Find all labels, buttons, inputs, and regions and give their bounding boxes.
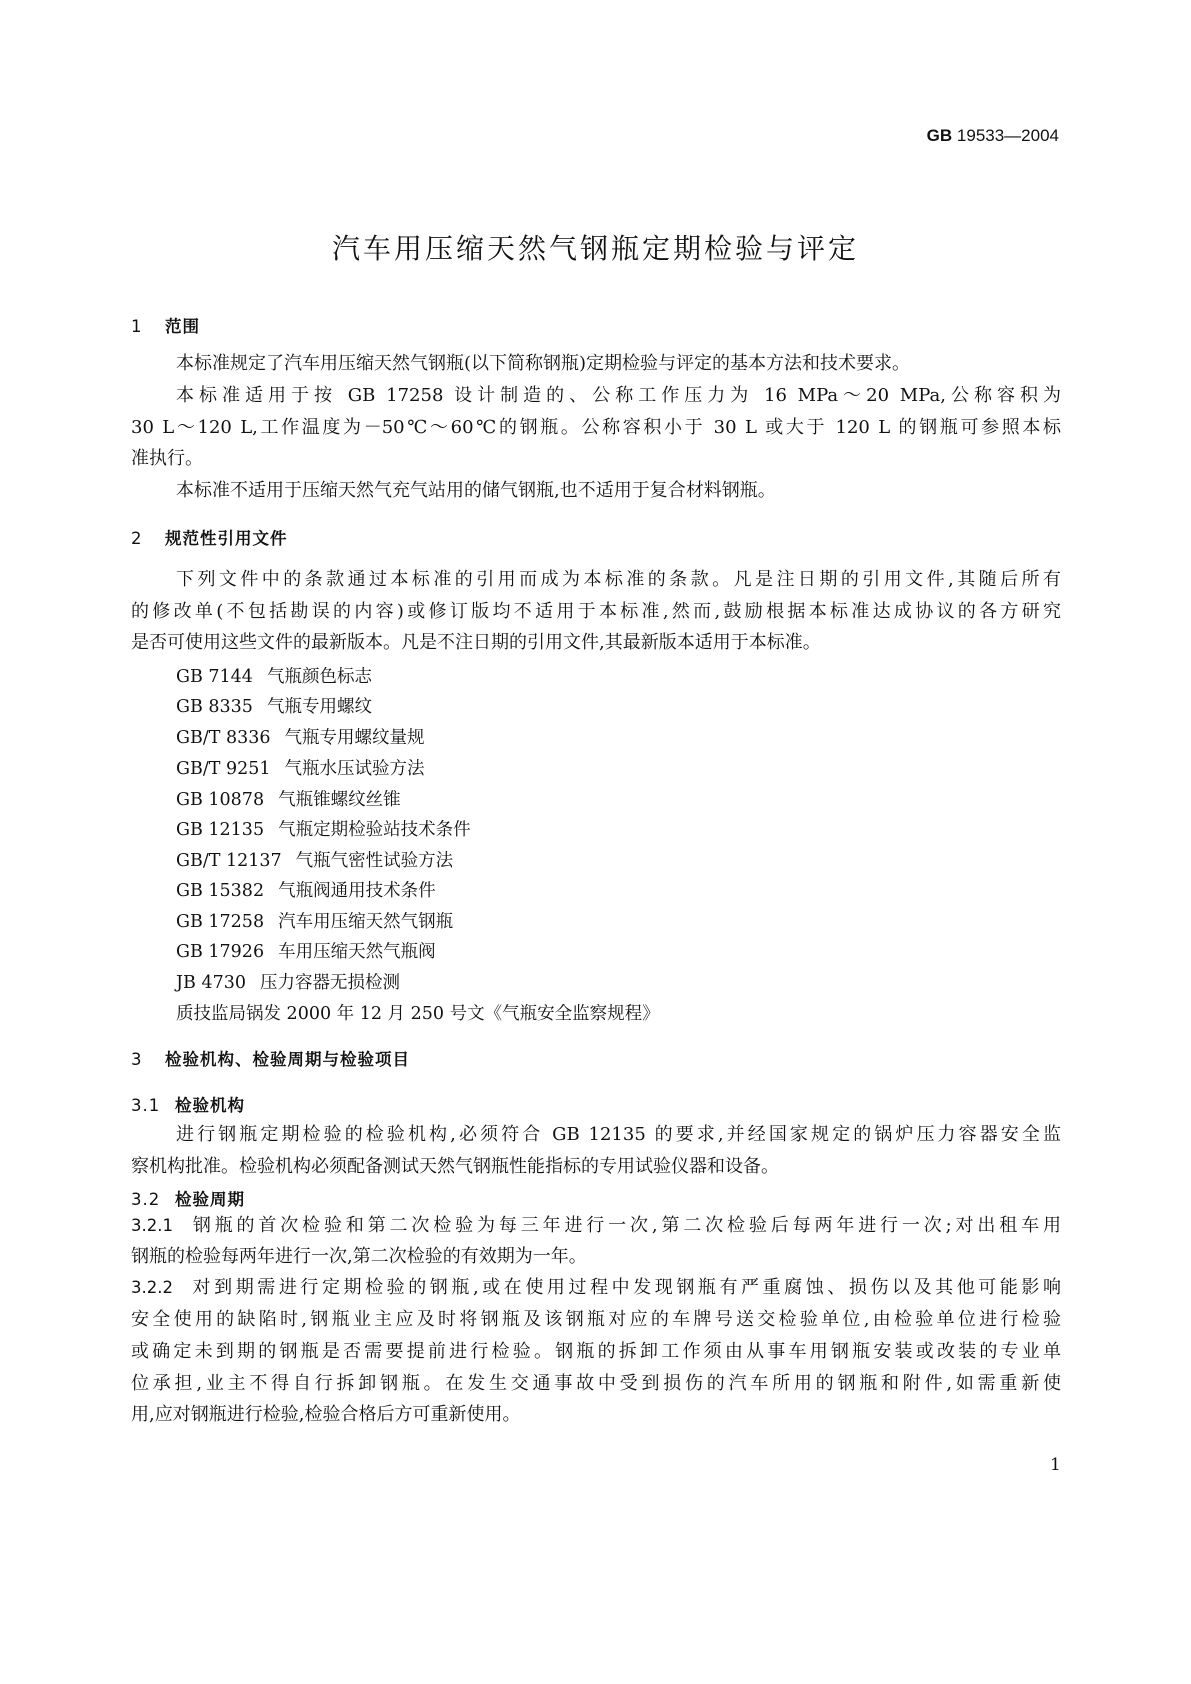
reference-code: GB 7144 — [176, 667, 253, 687]
paragraph-line: 的修改单(不包括勘误的内容)或修订版均不适用于本标准,然而,鼓励根据本标准达成协议的各方研究 — [131, 601, 1061, 622]
reference-item — [176, 663, 372, 688]
reference-name: 压力容器无损检测 — [259, 973, 400, 993]
section-2-number: 2 — [131, 529, 143, 548]
reference-code: GB/T 8336 — [176, 728, 271, 748]
reference-name: 车用压缩天然气瓶阀 — [278, 942, 436, 962]
paragraph-line: 是否可使用这些文件的最新版本。凡是不注日期的引用文件,其最新版本适用于本标准。 — [131, 632, 821, 653]
reference-code: GB 8335 — [176, 697, 253, 717]
reference-name: 气瓶气密性试验方法 — [295, 851, 454, 871]
section-1-title: 范围 — [165, 317, 200, 336]
standard-number: 19533—2004 — [956, 126, 1059, 145]
reference-code: GB 17926 — [176, 942, 265, 962]
paragraph-line: 30 L～120 L,工作温度为－50℃～60℃的钢瓶。公称容积小于 30 L 或大于 120 L 的钢瓶可参照本标 — [131, 417, 1061, 438]
section-3-heading — [131, 1046, 410, 1070]
reference-name: 气瓶水压试验方法 — [284, 759, 425, 779]
paragraph-line: 本标准规定了汽车用压缩天然气钢瓶(以下简称钢瓶)定期检验与评定的基本方法和技术要求。 — [176, 353, 911, 374]
reference-name: 气瓶专用螺纹 — [266, 697, 372, 717]
clause-3-2-2-first-line — [131, 1271, 1061, 1304]
reference-code: GB 10878 — [176, 790, 265, 810]
paragraph-line: 察机构批准。检验机构必须配备测试天然气钢瓶性能指标的专用试验仪器和设备。 — [131, 1156, 779, 1177]
section-1-heading — [131, 313, 200, 337]
reference-item — [176, 724, 425, 749]
clause-3-2-2-text: 对到期需进行定期检验的钢瓶,或在使用过程中发现钢瓶有严重腐蚀、损伤以及其他可能影响 — [188, 1277, 1061, 1298]
document-title: 汽车用压缩天然气钢瓶定期检验与评定 — [331, 232, 859, 265]
reference-item — [176, 938, 436, 963]
paragraph-line: 用,应对钢瓶进行检验,检验合格后方可重新使用。 — [131, 1404, 521, 1425]
reference-item — [176, 816, 471, 841]
reference-item-regulation: 质技监局锅发 2000 年 12 月 250 号文《气瓶安全监察规程》 — [176, 1004, 660, 1024]
section-2-title: 规范性引用文件 — [165, 529, 288, 548]
paragraph-line: 或确定未到期的钢瓶是否需要提前进行检验。钢瓶的拆卸工作须由从事车用钢瓶安装或改装的专业单 — [131, 1341, 1061, 1362]
subsection-3-2-title: 检验周期 — [175, 1190, 245, 1209]
reference-code: GB 17258 — [176, 912, 265, 932]
clause-3-2-1-text: 钢瓶的首次检验和第二次检验为每三年进行一次,第二次检验后每两年进行一次;对出租车用 — [188, 1215, 1061, 1236]
reference-name: 气瓶专用螺纹量规 — [284, 728, 425, 748]
page-number: 1 — [1050, 1455, 1061, 1475]
subsection-3-1-title: 检验机构 — [175, 1096, 245, 1115]
section-2-heading — [131, 525, 288, 549]
paragraph-line: 本标准适用于按 GB 17258 设计制造的、公称工作压力为 16 MPa～20 MPa,公称容积为 — [176, 385, 1061, 406]
reference-code: JB 4730 — [176, 973, 246, 993]
reference-item — [176, 693, 372, 718]
section-3-title: 检验机构、检验周期与检验项目 — [165, 1050, 410, 1069]
clause-3-2-1-number: 3.2.1 — [131, 1216, 173, 1235]
reference-item — [176, 847, 453, 872]
reference-item — [176, 755, 425, 780]
paragraph-line: 位承担,业主不得自行拆卸钢瓶。在发生交通事故中受到损伤的汽车所用的钢瓶和附件,如需重新使 — [131, 1373, 1061, 1394]
reference-code: GB/T 12137 — [176, 851, 282, 871]
reference-name: 气瓶定期检验站技术条件 — [278, 820, 471, 840]
paragraph-line: 下列文件中的条款通过本标准的引用而成为本标准的条款。凡是注日期的引用文件,其随后所有 — [176, 569, 1061, 590]
subsection-3-2-heading — [131, 1186, 245, 1210]
reference-item — [176, 877, 436, 902]
reference-item — [176, 969, 400, 994]
reference-name: 汽车用压缩天然气钢瓶 — [278, 912, 454, 932]
reference-code: GB 12135 — [176, 820, 265, 840]
standard-code — [927, 126, 1059, 146]
reference-code: GB 15382 — [176, 881, 265, 901]
paragraph-line: 准执行。 — [131, 448, 203, 469]
paragraph-line: 本标准不适用于压缩天然气充气站用的储气钢瓶,也不适用于复合材料钢瓶。 — [176, 480, 776, 501]
reference-code: GB/T 9251 — [176, 759, 271, 779]
subsection-3-1-heading — [131, 1092, 245, 1116]
reference-item — [176, 786, 401, 811]
paragraph-line: 安全使用的缺陷时,钢瓶业主应及时将钢瓶及该钢瓶对应的车牌号送交检验单位,由检验单位进行检验 — [131, 1309, 1061, 1330]
clause-3-2-1-first-line — [131, 1209, 1061, 1242]
reference-name: 气瓶阀通用技术条件 — [278, 881, 436, 901]
paragraph-line: 进行钢瓶定期检验的检验机构,必须符合 GB 12135 的要求,并经国家规定的锅炉压力容器安全监 — [176, 1124, 1061, 1145]
reference-name: 气瓶颜色标志 — [266, 667, 372, 687]
subsection-3-2-number: 3.2 — [131, 1190, 161, 1209]
section-3-number: 3 — [131, 1050, 143, 1069]
reference-item — [176, 908, 453, 933]
paragraph-line: 钢瓶的检验每两年进行一次,第二次检验的有效期为一年。 — [131, 1246, 587, 1267]
standard-prefix: GB — [926, 126, 953, 145]
section-1-number: 1 — [131, 317, 143, 336]
subsection-3-1-number: 3.1 — [131, 1096, 161, 1115]
clause-3-2-2-number: 3.2.2 — [131, 1278, 173, 1297]
reference-name: 气瓶锥螺纹丝锥 — [278, 790, 401, 810]
